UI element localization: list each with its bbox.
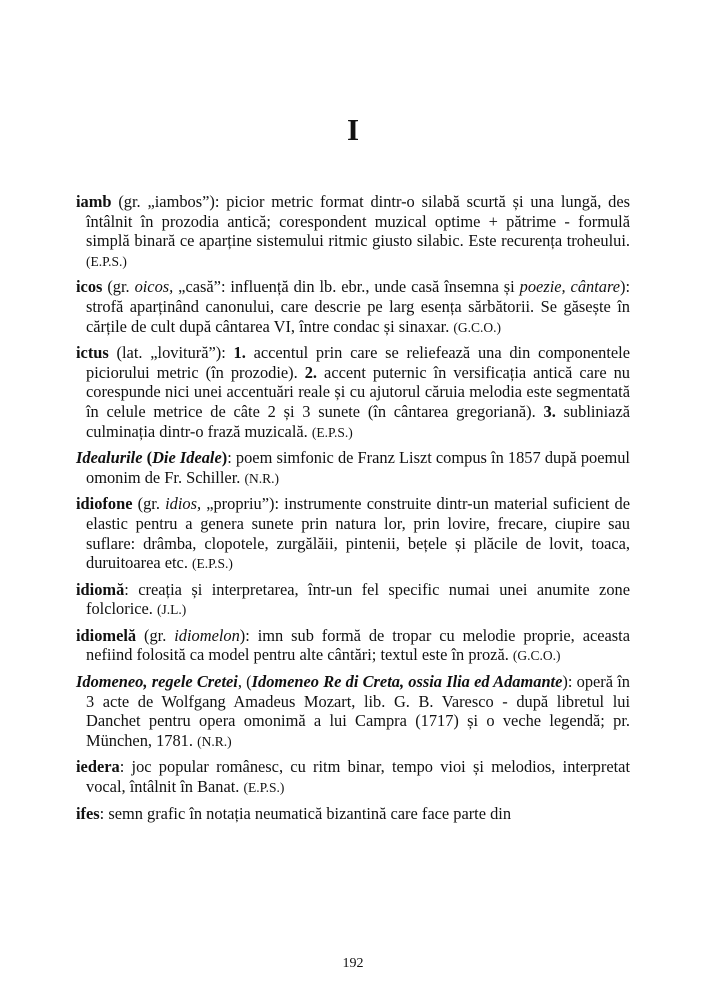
entry-text: (gr. — [136, 625, 175, 645]
entry-text: ): operă în 3 acte de Wolfgang Amadeus Mozart, lib. G. B. Varesco - după libretul lui Danchet pentru opera omonimă a lui Campra (1717) și o veche legendă; pr. München, 1781. — [86, 672, 631, 750]
dictionary-entry-ifes — [76, 804, 630, 824]
entry-text: poezie, cântare — [519, 277, 621, 297]
entry-headword: iamb — [76, 192, 112, 211]
entry-author: (G.C.O.) — [453, 319, 502, 335]
entry-headword: icos — [76, 277, 103, 297]
dictionary-entry-idiofone — [76, 494, 630, 573]
dictionary-entry-iedera — [76, 757, 630, 797]
entry-author: (J.L.) — [157, 602, 187, 618]
entry-text: (gr. — [132, 494, 166, 514]
entry-text: Idomeneo Re di Creta, ossia Ilia ed Adamante — [251, 672, 563, 692]
entry-author: (E.P.S.) — [243, 780, 285, 796]
entry-text: ( — [142, 448, 153, 468]
entry-headword: idiofone — [76, 494, 133, 514]
entry-text: idios, — [165, 494, 202, 514]
entry-text: ): strofă aparținând canonului, care descrie pe larg esența sărbătorii. Se găsește în cărțile de cult după cântarea VI, între condac și sinaxar. — [86, 277, 631, 336]
entry-text: „casă”: influență din lb. ebr., unde casă însemna și — [173, 277, 520, 297]
entry-text: , ( — [237, 672, 252, 692]
entry-author: (G.C.O.) — [512, 648, 561, 664]
dictionary-entry-idioma — [76, 580, 630, 620]
entry-author: (N.R.) — [244, 470, 279, 486]
page-number: 192 — [342, 956, 364, 971]
entry-text: accentul prin care se reliefează una din componentele piciorului metric (în prozodie). — [86, 343, 630, 382]
entry-headword: idiomă — [76, 579, 125, 599]
dictionary-entry-idiomela — [76, 626, 630, 666]
entry-text: idiomelon — [174, 625, 240, 645]
entry-text: accent puternic în versificația antică care nu corespunde nici unei accentuări reale și cu ajutorul căruia melodia este segmentată în celule metrice de câte 2 și 3 sunete (în cântarea gregoriană). — [86, 362, 630, 421]
entry-text: (gr. „iambos”): picior metric format dintr-o silabă scurtă și una lungă, des întâlnit în prozodia antică; corespondent muzical optime + pătrime - formulă simplă binară ce aparține sistemului ritmic giusto silabic. Este recurența troheului. — [86, 192, 630, 251]
entry-text: : semn grafic în notația neumatică bizantină care face parte din — [99, 803, 512, 823]
entry-text: : joc popular românesc, cu ritm binar, tempo vioi și melodios, interpretat vocal, întâlnit în Banat. — [86, 757, 630, 797]
entry-text: ): imn sub formă de tropar cu melodie proprie, aceasta nefiind folosită ca model pentru alte cântări; textul este în proză. — [86, 625, 631, 665]
dictionary-entry-iamb — [76, 192, 630, 271]
entry-text: (gr. — [102, 277, 135, 297]
entry-author: (E.P.S.) — [311, 424, 353, 440]
section-letter-heading: I — [346, 112, 360, 147]
dictionary-entries — [76, 192, 630, 829]
entry-text: : creația și interpretarea, într-un fel specific numai unei anumite zone folclorice. — [86, 579, 630, 619]
entry-text: (lat. „lovitură”): — [108, 343, 234, 363]
entry-text: 3. — [543, 401, 556, 421]
dictionary-entry-ictus — [76, 343, 630, 442]
entry-text: Die Ideale — [152, 448, 222, 468]
entry-author: (E.P.S.) — [86, 253, 127, 269]
entry-headword: iedera — [76, 757, 120, 777]
dictionary-entry-icos — [76, 277, 630, 337]
entry-text: oicos, — [134, 277, 174, 297]
entry-headword: idiomelă — [76, 625, 137, 645]
entry-text: „propriu”): instrumente construite dintr-un material suficient de elastic pentru a genera sunete prin natura lor, prin lovire, frecare, ciupire sau suflare: drâmba, clopotele, zurgălăii, pintenii, bețele și plăcile de lovit, toaca, duruitoarea etc. — [86, 494, 630, 573]
entry-text: 2. — [304, 362, 318, 382]
entry-text: subliniază culminația dintr-o frază muzicală. — [86, 401, 630, 441]
entry-author: (E.P.S.) — [192, 556, 233, 572]
entry-headword: ifes — [76, 803, 100, 823]
entry-headword: Idomeneo, regele Cretei — [76, 672, 238, 692]
entry-text: ) — [221, 448, 228, 468]
dictionary-entry-idomeneo — [76, 672, 630, 751]
entry-text: : poem simfonic de Franz Liszt compus în 1857 după poemul omonim de Fr. Schiller. — [86, 448, 630, 487]
entry-headword: ictus — [76, 343, 109, 363]
entry-author: (N.R.) — [197, 733, 232, 749]
entry-headword: Idealurile — [76, 448, 143, 468]
entry-text: 1. — [233, 343, 246, 363]
dictionary-entry-idealurile — [76, 448, 630, 488]
